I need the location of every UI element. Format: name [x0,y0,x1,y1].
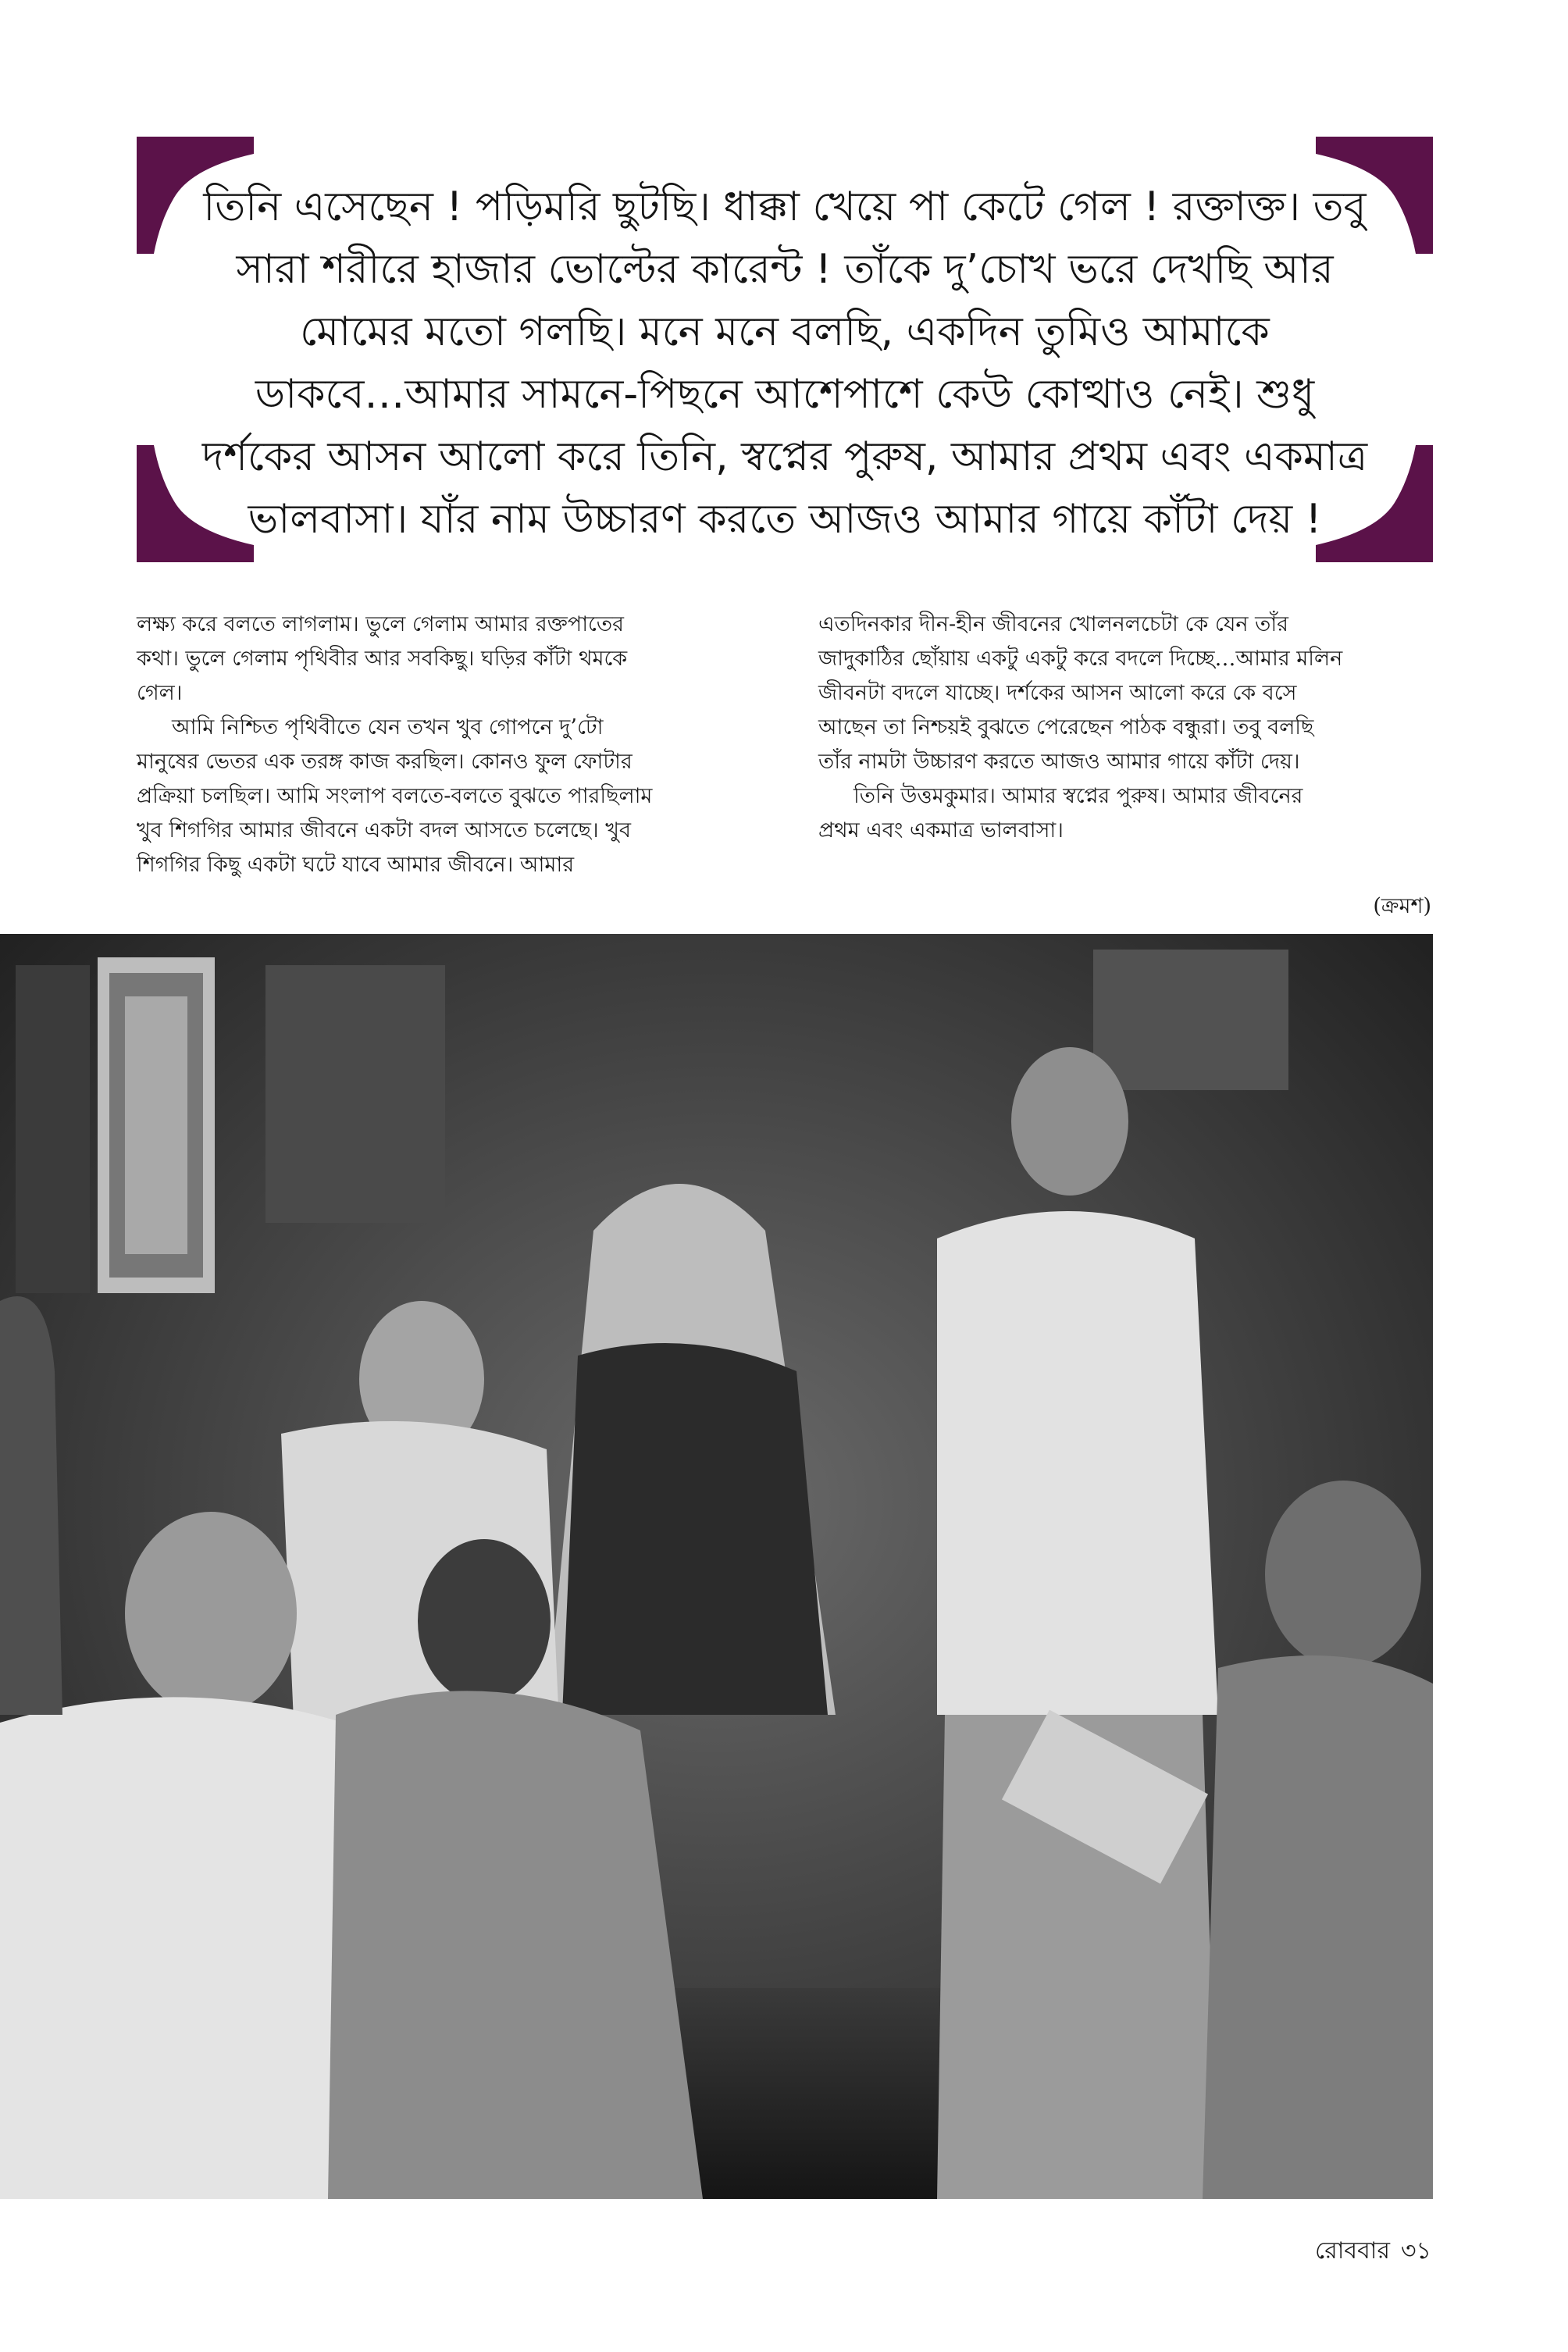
black-and-white-film-still-icon [0,934,1433,2199]
body-line: আছেন তা নিশ্চয়ই বুঝতে পেরেছেন পাঠক বন্ধুরা। তবু বলছি [818,715,1314,739]
body-line: তিনি উত্তমকুমার। আমার স্বপ্নের পুরুষ। আমার জীবনের [853,784,1303,808]
page-folio [1315,2232,1431,2272]
body-line: লক্ষ্য করে বলতে লাগলাম। ভুলে গেলাম আমার রক্তপাতের [137,612,625,636]
body-line: তাঁর নামটা উচ্চারণ করতে আজও আমার গায়ে কাঁটা দেয়। [818,750,1300,774]
body-line: গেল। [137,681,183,705]
pull-quote-text [168,176,1402,551]
pull-quote-line: ডাকবে…আমার সামনে-পিছনে আশেপাশে কেউ কোত্থাও নেই। শুধু [255,371,1315,418]
body-line: কথা। ভুলে গেলাম পৃথিবীর আর সবকিছু। ঘড়ির কাঁটা থমকে [137,647,628,671]
body-line: জীবনটা বদলে যাচ্ছে। দর্শকের আসন আলো করে কে বসে [818,681,1297,705]
pull-quote-line: দর্শকের আসন আলো করে তিনি, স্বপ্নের পুরুষ, আমার প্রথম এবং একমাত্র [201,433,1368,480]
pull-quote-line: ভালবাসা। যাঁর নাম উচ্চারণ করতে আজও আমার গায়ে কাঁটা দেয় ! [248,496,1322,543]
body-line: এতদিনকার দীন-হীন জীবনের খোলনলচেটা কে যেন তাঁর [818,612,1289,636]
body-column-right [818,608,1435,848]
magazine-name: রোববার [1315,2237,1391,2265]
pull-quote [137,137,1433,562]
body-line: প্রথম এবং একমাত্র ভালবাসা। [818,818,1064,843]
body-line: আমি নিশ্চিত পৃথিবীতে যেন তখন খুব গোপনে দু’টো [172,715,604,739]
body-line: শিগগির কিছু একটা ঘটে যাবে আমার জীবনে। আমার [137,853,575,877]
body-line: মানুষের ভেতর এক তরঙ্গ কাজ করছিল। কোনও ফুল ফোটার [137,750,633,774]
body-line: প্রক্রিয়া চলছিল। আমি সংলাপ বলতে-বলতে বুঝতে পারছিলাম [137,784,653,808]
body-column-left [137,608,754,882]
page-number: ৩১ [1401,2237,1431,2265]
body-line: জাদুকাঠির ছোঁয়ায় একটু একটু করে বদলে দিচ্ছে…আমার মলিন [818,647,1343,671]
pull-quote-line: তিনি এসেছেন ! পড়িমরি ছুটছি। ধাক্কা খেয়ে পা কেটে গেল ! রক্তাক্ত। তবু [203,184,1367,230]
film-still-photo [0,934,1433,2199]
body-line: খুব শিগগির আমার জীবনে একটা বদল আসতে চলেছে। খুব [137,818,632,843]
pull-quote-line: সারা শরীরে হাজার ভোল্টের কারেন্ট ! তাঁকে দু’চোখ ভরে দেখছি আর [236,246,1334,293]
continued-note: (ক্রমশ) [1373,894,1431,918]
pull-quote-line: মোমের মতো গলছি। মনে মনে বলছি, একদিন তুমিও আমাকে [300,308,1270,355]
